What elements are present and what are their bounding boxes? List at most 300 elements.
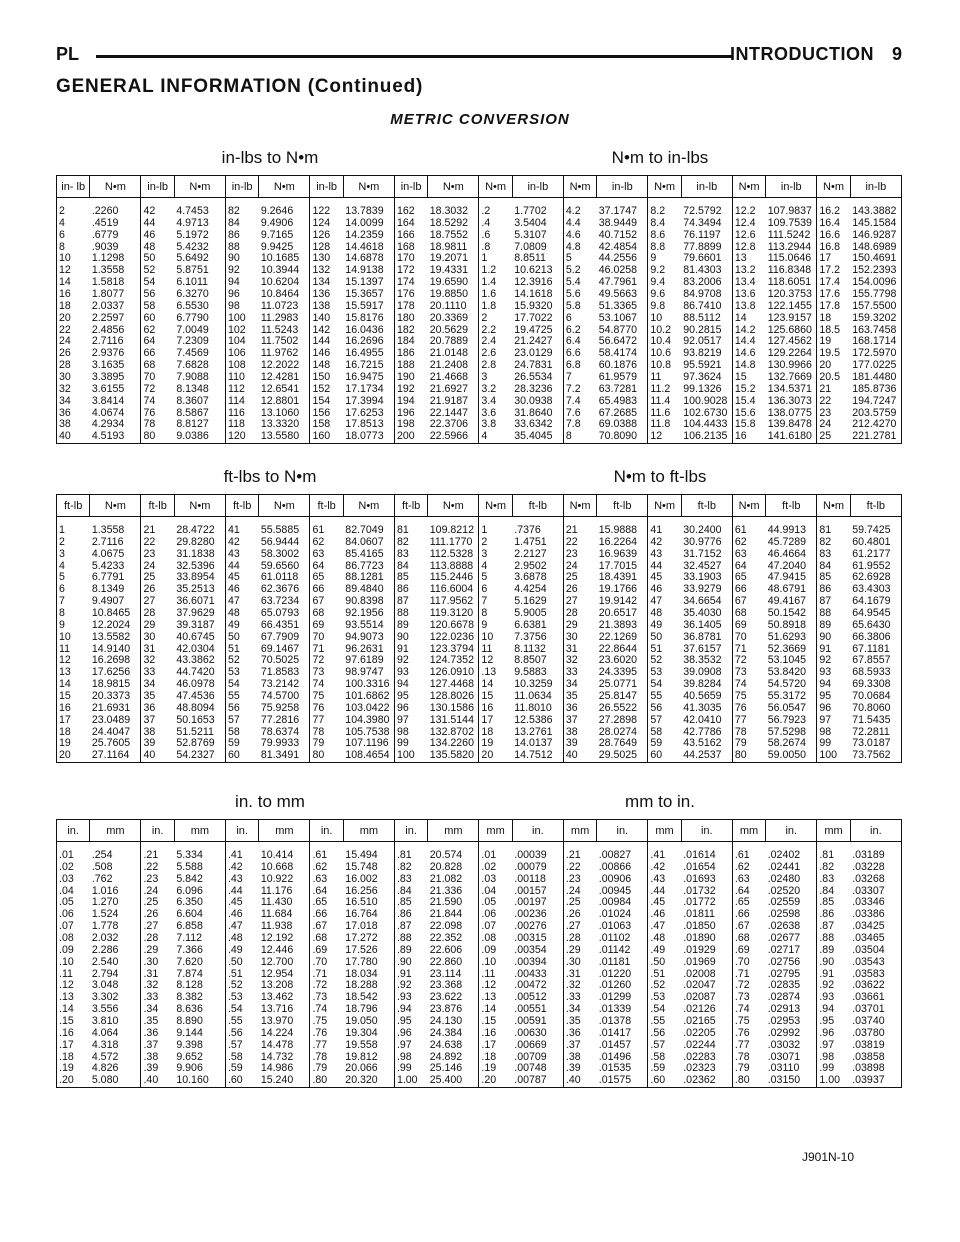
converted-value: 47.2040 [767,560,807,572]
converted-value: 26.5522 [598,702,638,714]
converted-value: 71.5435 [852,714,891,726]
source-value: 48 [141,242,174,254]
converted-value: 63.7281 [598,383,638,395]
column-header: in. [57,820,90,842]
converted-value: 11.176 [260,885,293,897]
source-value: .8 [479,242,512,254]
source-value: .52 [648,980,681,992]
source-value: 77 [732,715,765,727]
table-row [57,198,902,218]
converted-value: 81.4303 [683,265,722,277]
source-value: 21 [141,517,174,537]
source-value: .47 [648,921,681,933]
converted-value: 5.334 [176,849,203,861]
source-value: 16.2 [817,198,850,218]
converted-value: 155.7798 [852,289,897,301]
converted-value: 17.6253 [345,407,384,419]
converted-value: .254 [91,849,113,861]
source-value: 16 [57,703,90,715]
converted-value: .02835 [767,980,801,992]
source-value: .84 [394,886,427,898]
converted-value: 10.160 [176,1075,209,1087]
converted-value: .01220 [598,968,632,980]
column-header: mm [428,820,479,842]
converted-value: 33.1903 [683,572,722,584]
source-value: .03 [57,874,90,886]
source-value: 136 [310,289,343,301]
converted-value: .762 [91,873,113,885]
source-value: 67 [310,596,343,608]
converted-value: 159.3202 [852,312,897,324]
converted-value: .7376 [514,524,541,536]
converted-value: 172.5970 [852,348,897,360]
source-value: .41 [225,842,258,862]
source-value: 40 [57,431,90,443]
source-value: 77 [310,715,343,727]
source-value: 30 [141,632,174,644]
converted-value: 19.304 [345,1027,378,1039]
source-value: .10 [479,957,512,969]
converted-value: 14.2359 [345,229,384,241]
source-value: .70 [732,957,765,969]
source-value: 11.8 [648,419,681,431]
column-header: ft-lb [681,495,732,517]
source-value: 34 [57,396,90,408]
source-value: 158 [310,419,343,431]
source-value: 43 [225,549,258,561]
converted-value: 53.1045 [767,655,807,667]
converted-value: 95.5921 [683,360,722,372]
source-value: .51 [648,969,681,981]
converted-value: 47.7961 [598,277,638,289]
converted-value: .00354 [514,944,547,956]
source-value: 65 [732,572,765,584]
converted-value: 19.9142 [598,596,638,608]
converted-value: 13.5582 [91,631,131,643]
converted-value: 52.8769 [176,738,215,750]
converted-value: 59.6560 [260,560,300,572]
converted-value: .01417 [598,1027,632,1039]
converted-value: .03189 [852,849,885,861]
source-value: 54 [141,277,174,289]
source-value: 15 [57,691,90,703]
table-row [57,679,902,691]
column-header: N•m [428,495,479,517]
table-row [57,874,902,886]
column-header: N•m [343,176,394,198]
converted-value: .01535 [598,1063,632,1075]
source-value: .14 [57,1004,90,1016]
source-value: 46 [225,584,258,596]
source-value: 17 [57,715,90,727]
converted-value: 120.6678 [429,619,474,631]
source-value: 10 [57,253,90,265]
source-value: .69 [310,945,343,957]
source-value: .67 [732,921,765,933]
source-value: 62 [141,325,174,337]
column-header: N•m [479,495,512,517]
column-header: ft-lb [512,495,563,517]
converted-value: 70.0684 [852,691,891,703]
converted-value: 36.1405 [683,619,722,631]
converted-value: .02165 [683,1016,716,1028]
converted-value: 19.8850 [429,289,469,301]
converted-value: .02638 [767,921,801,933]
source-value: .59 [648,1063,681,1075]
column-header: ft-lb [57,495,90,517]
table-row [57,301,902,313]
converted-value: 64.1679 [852,596,891,608]
converted-value: .03504 [852,944,885,956]
converted-value: .02362 [683,1075,716,1087]
source-value: 18 [817,313,850,325]
converted-value: 2.794 [91,968,119,980]
source-value: .87 [817,921,850,933]
source-value: 44 [141,218,174,230]
source-value: 146 [310,348,343,360]
column-header: in-lb [141,176,174,198]
converted-value: 16.7215 [345,360,384,372]
source-value: 84 [394,561,427,573]
column-header: N•m [90,176,141,198]
table-row [57,1016,902,1028]
source-value: .15 [57,1016,90,1028]
source-value: 88 [394,608,427,620]
source-value: .91 [394,969,427,981]
converted-value: 18.288 [345,980,378,992]
source-value: 13.2 [732,265,765,277]
converted-value: 1.524 [91,909,119,921]
converted-value: 11.8010 [514,702,552,714]
source-value: 2 [57,537,90,549]
source-value: 1.2 [479,265,512,277]
converted-value: 11.684 [260,909,293,921]
column-header: N•m [259,176,310,198]
converted-value: 4.064 [91,1027,119,1039]
converted-value: 26.5534 [514,372,553,384]
converted-value: 71.8583 [260,667,300,679]
converted-value: 4.0674 [91,407,125,419]
converted-value: 13.716 [260,1004,294,1016]
source-value: 32 [141,655,174,667]
source-value: 16 [732,431,765,443]
source-value: 17.2 [817,265,850,277]
converted-value: .00551 [514,1004,547,1016]
converted-value: 127.4468 [429,679,474,691]
source-value: .01 [57,842,90,862]
source-value: 22 [141,537,174,549]
source-value: .69 [732,945,765,957]
converted-value: 58.3002 [260,548,300,560]
source-value: 11 [57,644,90,656]
converted-value: 27.2898 [598,714,638,726]
converted-value: 9.5883 [514,667,547,679]
converted-value: 29.5025 [598,750,638,762]
source-value: 3 [57,549,90,561]
table-in-mm [56,819,902,1088]
source-value: 16 [57,289,90,301]
source-value: 160 [310,431,343,443]
source-value: .45 [225,897,258,909]
source-value: .39 [141,1063,174,1075]
converted-value: .00591 [514,1016,547,1028]
source-value: 35 [563,691,596,703]
converted-value: 69.1467 [260,643,300,655]
converted-value: .01260 [598,980,632,992]
converted-value: 8.1348 [176,383,209,395]
source-value: 36 [563,703,596,715]
column-header: N•m [479,176,512,198]
source-value: .07 [479,921,512,933]
source-value: 93 [394,667,427,679]
converted-value: 123.9157 [767,312,812,324]
converted-value: 59.7425 [852,524,891,536]
converted-value: 123.3794 [429,643,474,655]
converted-value: 7.0049 [176,324,209,336]
table-row [57,561,902,573]
converted-value: 8.1349 [91,584,125,596]
converted-value: 51.5211 [176,726,214,738]
source-value: 128 [310,242,343,254]
converted-value: .03819 [852,1039,885,1051]
converted-value: 55.5885 [260,524,300,536]
source-value: 8.8 [648,242,681,254]
converted-value: 65.4983 [598,395,638,407]
source-value: .39 [563,1063,596,1075]
source-value: .17 [57,1040,90,1052]
converted-value: .02047 [683,980,716,992]
source-value: .55 [648,1016,681,1028]
converted-value: .2260 [91,205,119,217]
converted-value: 44.9913 [767,524,807,536]
source-value: .88 [817,933,850,945]
table-row [57,727,902,739]
source-value: 73 [310,667,343,679]
source-value: 166 [394,230,427,242]
converted-value: 1.3558 [91,524,125,536]
source-value: 25 [817,431,850,443]
source-value: .31 [563,969,596,981]
converted-value: 2.9502 [514,560,547,572]
converted-value: 77.2816 [260,714,300,726]
table-row [57,1075,902,1087]
source-value: 32 [57,384,90,396]
table-row [57,277,902,289]
column-header: in. [394,820,427,842]
source-value: 11.2 [648,384,681,396]
source-value: 42 [225,537,258,549]
source-value: 65 [310,572,343,584]
converted-value: 34.6654 [683,596,722,608]
source-value: 4 [479,431,512,443]
source-value: 49 [648,620,681,632]
source-value: .89 [817,945,850,957]
converted-value: 53.8420 [767,667,807,679]
converted-value: 75.9258 [260,702,300,714]
converted-value: 47.4536 [176,691,215,703]
converted-value: .01181 [598,956,631,968]
source-value: .22 [563,862,596,874]
converted-value: 16.2264 [598,536,638,548]
source-value: 4.2 [563,198,596,218]
converted-value: 20.066 [345,1063,378,1075]
block-1-right-title: N•m to ft-lbs [613,467,707,486]
source-value: .05 [479,897,512,909]
column-header: in-lb [394,176,427,198]
converted-value: 1.1298 [91,253,125,265]
converted-value: 20.828 [429,861,463,873]
converted-value: 24.892 [429,1051,463,1063]
table-row [57,703,902,715]
source-value: 49 [225,620,258,632]
source-value: 188 [394,360,427,372]
source-value: .42 [648,862,681,874]
converted-value: 5.4232 [176,241,209,253]
converted-value: 45.7289 [767,536,807,548]
source-value: 60 [225,750,258,762]
source-value: 62 [310,537,343,549]
source-value: .96 [394,1028,427,1040]
source-value: .22 [141,862,174,874]
source-value: 52 [225,655,258,667]
converted-value: 89.4840 [345,584,384,596]
source-value: .75 [732,1016,765,1028]
column-header: mm [732,820,765,842]
converted-value: 33.6342 [514,419,553,431]
source-value: 30 [563,632,596,644]
source-value: .43 [648,874,681,886]
source-value: 110 [225,372,258,384]
converted-value: 111.5242 [767,229,811,241]
source-value: 25 [563,572,596,584]
source-value: .65 [732,897,765,909]
converted-value: 4.2934 [91,419,125,431]
source-value: .28 [563,933,596,945]
source-value: 9.6 [648,289,681,301]
source-value: 74 [141,396,174,408]
converted-value: 22.606 [429,944,463,956]
converted-value: 108.4654 [345,750,390,762]
converted-value: 69.0388 [598,419,638,431]
converted-value: 101.6862 [345,691,390,703]
converted-value: 17.8513 [345,419,384,431]
converted-value: 96.2631 [345,643,384,655]
source-value: .61 [732,842,765,862]
source-value: 3.8 [479,419,512,431]
converted-value: 58.2674 [767,738,807,750]
converted-value: 15.1397 [345,277,384,289]
converted-value: 38.9449 [598,217,638,229]
converted-value: 66.3806 [852,631,891,643]
converted-value: 9.4907 [91,596,125,608]
source-value: .79 [732,1063,765,1075]
source-value: .23 [141,874,174,886]
converted-value: .01969 [683,956,716,968]
source-value: .12 [479,980,512,992]
source-value: 38 [563,727,596,739]
converted-value: 24.130 [429,1016,463,1028]
source-value: 2.4 [479,336,512,348]
source-value: 3 [479,549,512,561]
table-row [57,230,902,242]
source-value: 14 [479,679,512,691]
source-value: 80 [310,750,343,762]
converted-value: .03543 [852,956,885,968]
source-value: .40 [141,1075,174,1087]
source-value: 68 [310,608,343,620]
converted-value: 8.1132 [514,643,546,655]
source-value: .57 [225,1040,258,1052]
converted-value: 3.6878 [514,572,547,584]
source-value: 22 [57,325,90,337]
converted-value: 90.2815 [683,324,722,336]
source-value: .92 [817,980,850,992]
converted-value: .02244 [683,1039,716,1051]
source-value: 17.4 [817,277,850,289]
converted-value: 23.114 [429,968,462,980]
source-value: .59 [225,1063,258,1075]
source-value: 75 [732,691,765,703]
column-header: mm [259,820,310,842]
source-value: 7.6 [563,408,596,420]
converted-value: .01811 [683,909,715,921]
source-value: .68 [310,933,343,945]
source-value: 3.4 [479,396,512,408]
converted-value: 37.1747 [598,205,638,217]
converted-value: 177.0225 [852,360,897,372]
source-value: 58 [225,727,258,739]
source-value: 120 [225,431,258,443]
converted-value: 3.556 [91,1004,119,1016]
source-value: .29 [141,945,174,957]
table-row [57,921,902,933]
source-value: .97 [394,1040,427,1052]
converted-value: .01929 [683,944,716,956]
source-value: 59 [648,738,681,750]
source-value: 126 [310,230,343,242]
column-header: N•m [648,495,681,517]
table-row [57,945,902,957]
source-value: 92 [225,265,258,277]
source-value: 71 [310,644,343,656]
source-value: 6 [563,313,596,325]
converted-value: 2.7116 [91,336,124,348]
converted-value: .03661 [852,992,885,1004]
source-value: 95 [394,691,427,703]
column-header: in-lb [225,176,258,198]
source-value: .28 [141,933,174,945]
source-value: 16.8 [817,242,850,254]
source-value: 192 [394,384,427,396]
table-row [57,644,902,656]
source-value: .18 [57,1052,90,1064]
converted-value: 221.2781 [852,431,897,443]
converted-value: 15.9888 [598,524,638,536]
converted-value: .02913 [767,1004,801,1016]
source-value: 20 [57,750,90,762]
converted-value: 10.1685 [260,253,300,265]
source-value: 54 [648,679,681,691]
source-value: 190 [394,372,427,384]
converted-value: 19.4725 [514,324,553,336]
converted-value: 6.7790 [176,312,209,324]
converted-value: 103.0422 [345,702,390,714]
source-value: 42 [648,537,681,549]
source-value: .94 [394,1004,427,1016]
converted-value: 4.572 [91,1051,119,1063]
converted-value: 21.844 [429,909,463,921]
converted-value: 102.6730 [683,407,728,419]
